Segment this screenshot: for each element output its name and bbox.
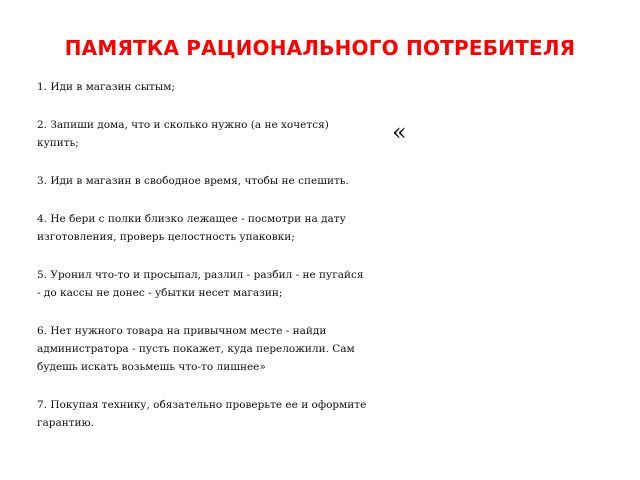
list-item: 7. Покупая технику, обязательно проверьте ее и оформите гарантию.: [37, 399, 367, 429]
list-item: 4. Не бери с полки близко лежащее - посмотри на дату изготовления, проверь целостность упаковки;: [37, 213, 346, 243]
list-item: 2. Запиши дома, что и сколько нужно (а не хочется) купить;: [37, 119, 329, 149]
list-item: 3. Иди в магазин в свободное время, чтобы не спешить.: [37, 175, 349, 187]
page-title: ПАМЯТКА РАЦИОНАЛЬНОГО ПОТРЕБИТЕЛЯ: [64, 36, 576, 60]
quote-mark: «: [392, 118, 407, 146]
list-item: 1. Иди в магазин сытым;: [37, 81, 175, 93]
memo-list: [37, 78, 367, 452]
list-item: 6. Нет нужного товара на привычном месте - найди администратора - пусть покажет, куда переложили. Сам будешь искать возьмешь что-то лишнее»: [37, 325, 355, 373]
list-item: 5. Уронил что-то и просыпал, разлил - разбил - не пугайся - до кассы не донес - убытки несет магазин;: [37, 269, 364, 299]
